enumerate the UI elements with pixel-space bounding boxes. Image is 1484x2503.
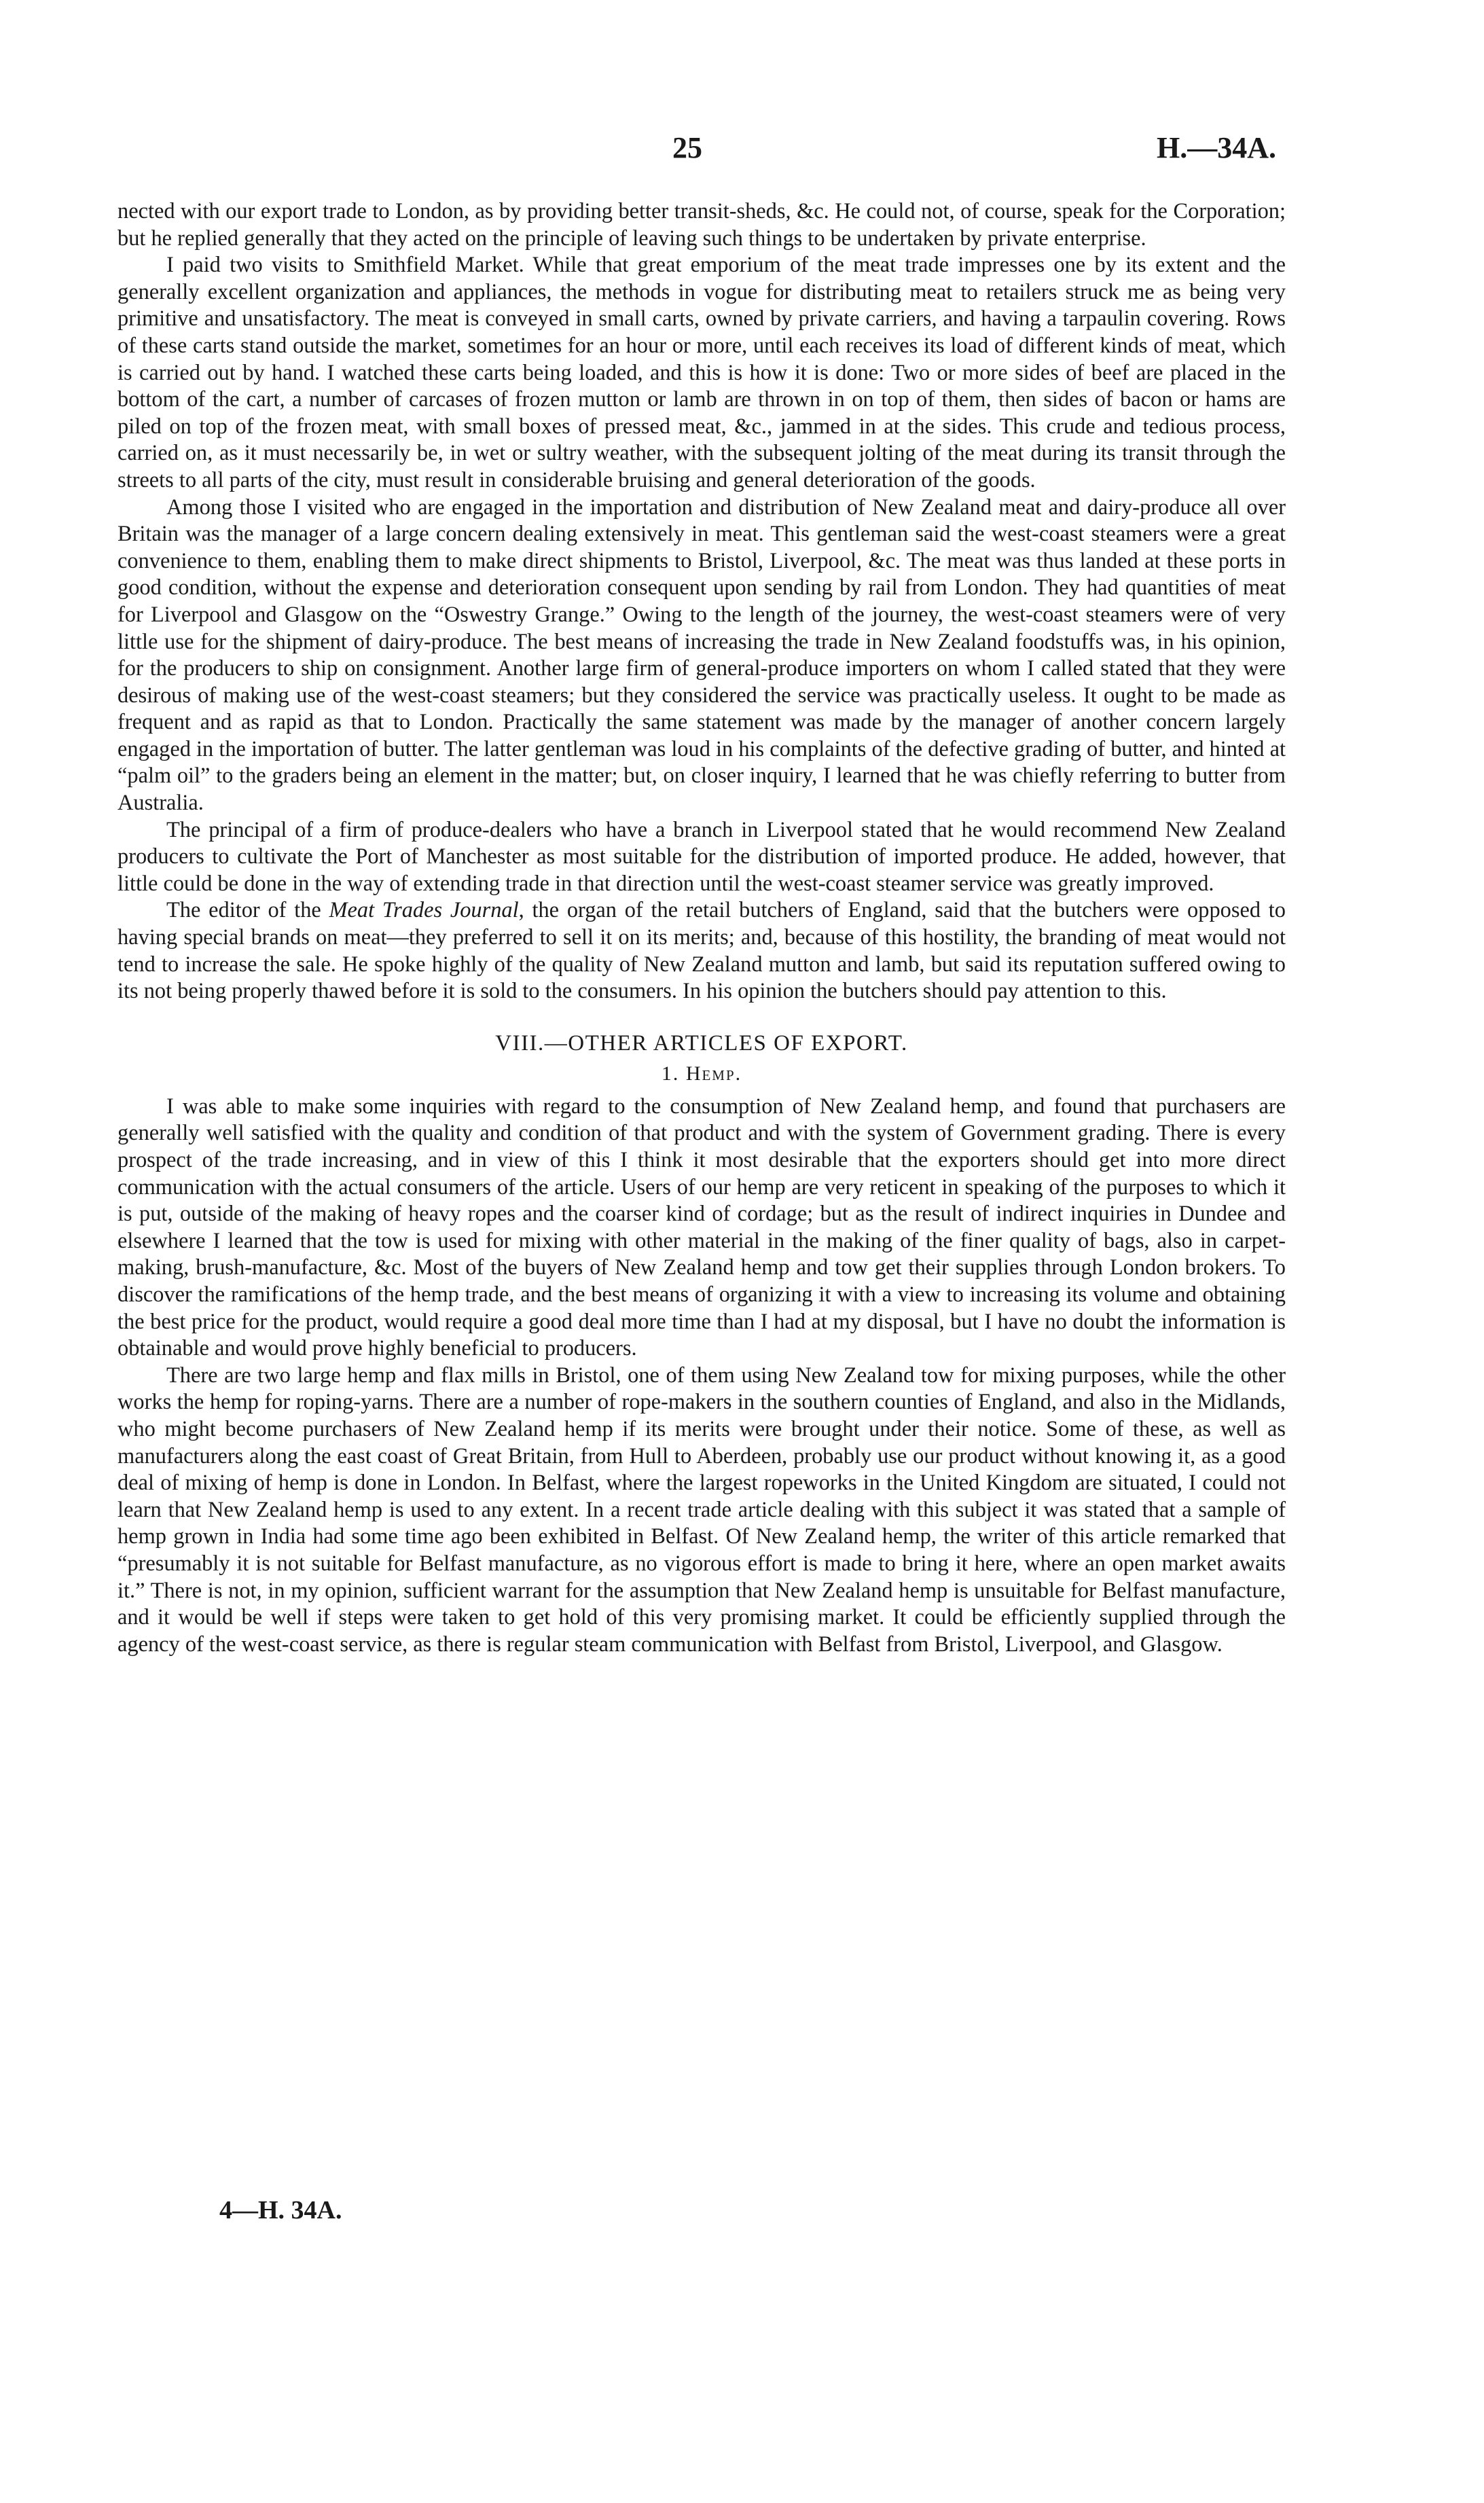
paragraph-importers: Among those I visited who are engaged in the importation and distribution of New Zealand meat and dairy-produce all over Britain was the manager of a large concern dealing extensively in meat. This gentleman said the west-coast steamers were a great convenience to them, enabling them to make direct shipments to Bristol, Liverpool, &c. The meat was thus landed at these ports in good condition, without the expense and deterioration consequent upon sending by rail from London. They had quantities of meat for Liverpool and Glasgow on the “Oswestry Grange.” Owing to the length of the journey, the west-coast steamers were of very little use for the shipment of dairy-produce. The best means of increasing the trade in New Zealand foodstuffs was, in his opinion, for the producers to ship on consignment. Another large firm of general-produce importers on whom I called stated that they were desirous of making use of the west-coast steamers; but they considered the service was practically useless. It ought to be made as frequent and as rapid as that to London. Practically the same statement was made by the manager of another concern largely engaged in the importation of butter. The latter gentleman was loud in his complaints of the defective grading of butter, and hinted at “palm oil” to the graders being an element in the matter; but, on closer inquiry, I learned that he was chiefly referring to butter from Australia. [117,494,1286,816]
editor-text-before: The editor of the [166,898,329,923]
paragraph-hemp-mills: There are two large hemp and flax mills in Bristol, one of them using New Zealand tow for mixing purposes, while the other works the hemp for roping-yarns. There are a number of rope-makers in the southern counties of England, and also in the Midlands, who might become purchasers of New Zealand hemp if its merits were brought under their notice. Some of these, as well as manufacturers along the east coast of Great Britain, from Hull to Aberdeen, probably use our product without knowing it, as a good deal of mixing of hemp is done in London. In Belfast, where the largest ropeworks in the United Kingdom are situated, I could not learn that New Zealand hemp is used to any extent. In a recent trade article dealing with this subject it was stated that a sample of hemp grown in India had some time ago been exhibited in Belfast. Of New Zealand hemp, the writer of this article remarked that “presumably it is not suitable for Belfast manufacture, as no vigorous effort is made to bring it here, where an open market awaits it.” There is not, in my opinion, sufficient warrant for the assumption that New Zealand hemp is unsuitable for Belfast manufacture, and it would be well if steps were taken to get hold of this very promising market. It could be efficiently supplied through the agency of the west-coast service, as there is regular steam communication with Belfast from Bristol, Liverpool, and Glasgow. [117,1363,1286,1657]
paragraph-hemp-inquiries: I was able to make some inquiries with regard to the consumption of New Zealand hemp, and found that purchasers are generally well satisfied with the quality and condition of that product and with the system of Government grading. There is every prospect of the trade increasing, and in view of this I think it most desirable that the exporters should get into more direct communication with the actual consumers of the article. Users of our hemp are very reticent in speaking of the purposes to which it is put, outside of the making of heavy ropes and the coarser kind of cordage; but as the result of indirect inquiries in Dundee and elsewhere I learned that the tow is used for mixing with other material in the making of the finer quality of bags, also in carpet-making, brush-manufacture, &c. Most of the buyers of New Zealand hemp and tow get their supplies through London brokers. To discover the ramifications of the hemp trade, and the best means of organizing it with a view to increasing its volume and obtaining the best price for the product, would require a good deal more time than I had at my disposal, but I have no doubt the information is obtainable and would prove highly beneficial to producers. [117,1094,1286,1361]
section-heading: VIII.—OTHER ARTICLES OF EXPORT. [495,1030,908,1056]
paragraph-continued: nected with our export trade to London, as by providing better transit-sheds, &c. He could not, of course, speak for the Corporation; but he replied generally that they acted on the principle of leaving such things to be undertaken by private enterprise. [117,199,1286,251]
editor-text-after: , the organ of the retail butchers of England, said that the butchers were opposed to having special brands on meat—they preferred to sell it on its merits; and, because of this hostility, the branding of meat would not tend to increase the sale. He spoke highly of the quality of New Zealand mutton and lamb, but said its reputation suffered owing to its not being properly thawed before it is sold to the consumers. In his opinion the butchers should pay attention to this. [117,898,1286,1004]
paragraph-smithfield-market: I paid two visits to Smithfield Market. While that great emporium of the meat trade impresses one by its extent and the generally excellent organization and appliances, the methods in vogue for distributing meat to retailers struck me as being very primitive and unsatisfactory. The meat is conveyed in small carts, owned by private carriers, and having a tarpaulin covering. Rows of these carts stand outside the market, sometimes for an hour or more, until each receives its load of different kinds of meat, which is carried out by hand. I watched these carts being loaded, and this is how it is done: Two or more sides of beef are placed in the bottom of the cart, a number of carcases of frozen mutton or lamb are thrown in on top of them, then sides of bacon or hams are piled on top of the frozen meat, with small boxes of pressed meat, &c., jammed in at the sides. This crude and tedious process, carried on, as it must necessarily be, in wet or sultry weather, with the subsequent jolting of the meat during its transit through the streets to all parts of the city, must result in considerable bruising and general deterioration of the goods. [117,253,1286,492]
journal-title: Meat Trades Journal [329,898,519,923]
page-header [0,130,1484,171]
section-subheading: 1. Hemp. [661,1062,742,1085]
page-signature: 4—H. 34A. [219,2196,342,2225]
document-reference: H.—34A. [1157,131,1276,164]
paragraph-produce-dealers: The principal of a firm of produce-dealers who have a branch in Liverpool stated that he would recommend New Zealand producers to cultivate the Port of Manchester as most suitable for the distribution of imported produce. He added, however, that little could be done in the way of extending trade in that direction until the west-coast steamer service was greatly improved. [117,817,1286,896]
paragraph-meat-trades-journal [117,897,1286,1005]
page-number: 25 [672,131,702,164]
page-body [117,198,1286,1658]
